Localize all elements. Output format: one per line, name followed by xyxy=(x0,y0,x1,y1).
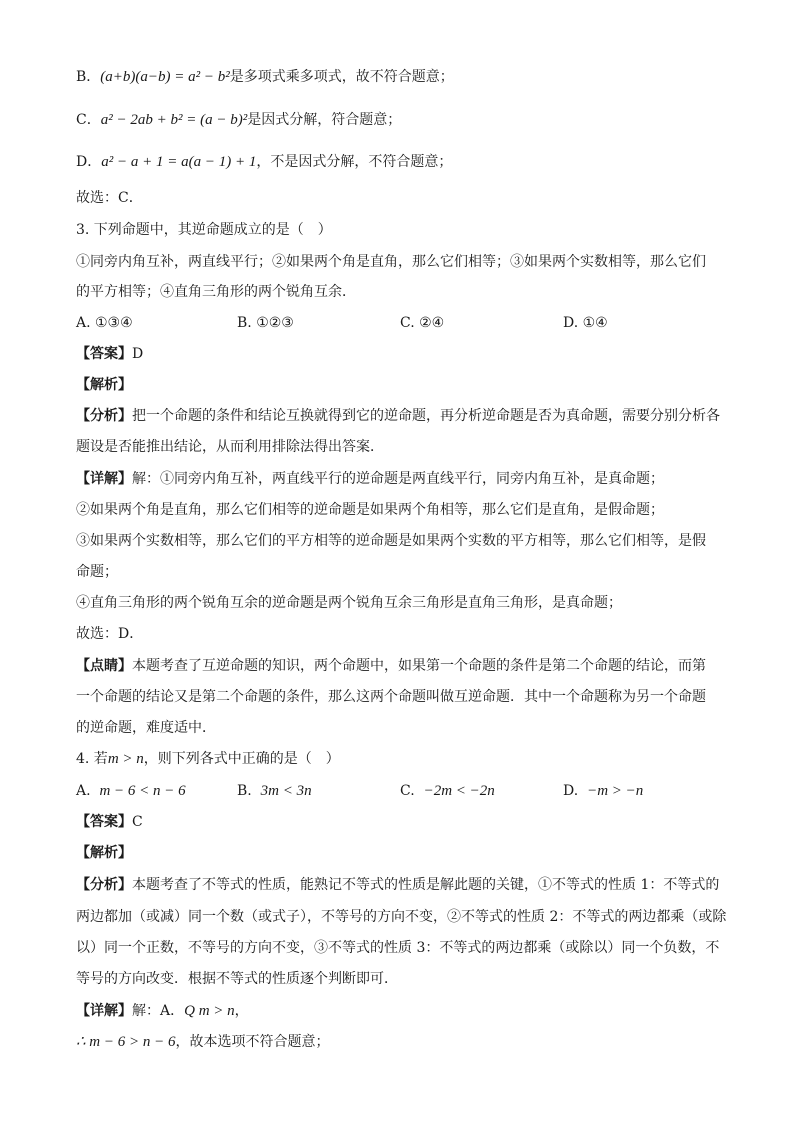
q3-detail-line-2: ②如果两个角是直角，那么它们相等的逆命题是如果两个角相等，那么它们是直角，是假命题； xyxy=(76,502,664,518)
q3-option-b: B. ①②③ xyxy=(237,315,294,331)
q3-choose: 故选：D． xyxy=(76,626,144,642)
q4-option-b: B. 3m < 3n xyxy=(237,783,312,799)
q4-stem: 4. 若m > n，则下列各式中正确的是（ ） xyxy=(76,751,340,767)
formula: m > n xyxy=(107,751,144,767)
answer-value: D xyxy=(132,346,144,362)
formula: ∴ m − 6 > n − 6 xyxy=(76,1034,176,1050)
q3-detail-line-5: ④直角三角形的两个锐角互余的逆命题是两个锐角互余三角形是直角三角形，是真命题； xyxy=(76,595,622,611)
formula: Q m > n xyxy=(184,1003,235,1019)
q4-analysis-tag: 【解析】 xyxy=(76,845,132,861)
option-d-explanation xyxy=(76,152,452,172)
label: B． xyxy=(76,69,101,85)
q3-dianjing-line-2: 一个命题的结论又是第二个命题的条件，那么这两个命题叫做互逆命题．其中一个命题称为另一个命题 xyxy=(76,689,706,705)
q3-dianjing-line-1: 【点睛】本题考查了互逆命题的知识，两个命题中，如果第一个命题的条件是第二个命题的结论，而第 xyxy=(76,658,706,674)
q4-option-a: A. m − 6 < n − 6 xyxy=(76,783,186,799)
detail-tag: 【详解】 xyxy=(76,471,132,487)
option-c-explanation xyxy=(76,110,401,130)
q3-answer xyxy=(76,344,143,364)
q4-fenxi-line-4: 等号的方向改变．根据不等式的性质逐个判断即可． xyxy=(76,971,398,987)
q4-detail-line-2: ∴ m − 6 > n − 6，故本选项不符合题意； xyxy=(76,1034,330,1050)
q3-fenxi-line-2: 题设是否能推出结论，从而利用排除法得出答案． xyxy=(76,439,384,455)
formula: a² − a + 1 = a(a − 1) + 1 xyxy=(101,154,257,170)
q4-fenxi-line-1: 【分析】本题考查了不等式的性质，能熟记不等式的性质是解此题的关键，①不等式的性质 1：不等式的 xyxy=(76,877,720,893)
q3-propositions-line-2: 的平方相等；④直角三角形的两个锐角互余． xyxy=(76,284,356,300)
q3-option-d: D. ①④ xyxy=(563,315,608,331)
q4-fenxi-line-2: 两边都加（或减）同一个数（或式子），不等号的方向不变，②不等式的性质 2：不等式的两边都乘（或除 xyxy=(76,909,727,925)
formula: a² − 2ab + b² = (a − b)² xyxy=(100,112,248,128)
answer-tag: 【答案】 xyxy=(76,346,132,362)
q3-option-a: A. ①③④ xyxy=(76,315,133,331)
option-b-explanation xyxy=(76,67,454,87)
choose-answer-c: 故选：C． xyxy=(76,190,143,206)
dianjing-tag: 【点睛】 xyxy=(76,658,132,674)
q3-detail-line-3: ③如果两个实数相等，那么它们的平方相等的逆命题是如果两个实数的平方相等，那么它们相等，是假 xyxy=(76,533,706,549)
q3-dianjing-line-3: 的逆命题，难度适中． xyxy=(76,720,216,736)
text: 是因式分解，符合题意； xyxy=(247,112,402,128)
q3-stem: 3. 下列命题中，其逆命题成立的是（ ） xyxy=(76,222,332,238)
q4-option-d: D. −m > −n xyxy=(563,783,644,799)
q3-detail-line-4: 命题； xyxy=(76,564,118,580)
text: 是多项式乘多项式，故不符合题意； xyxy=(229,69,454,85)
answer-value: C xyxy=(132,814,143,830)
formula: (a+b)(a−b) = a² − b² xyxy=(100,69,230,85)
q3-analysis-tag: 【解析】 xyxy=(76,377,132,393)
q3-propositions-line-1: ①同旁内角互补，两直线平行；②如果两个角是直角，那么它们相等；③如果两个实数相等，那么它们 xyxy=(76,254,706,270)
answer-tag: 【答案】 xyxy=(76,814,132,830)
fenxi-tag: 【分析】 xyxy=(76,877,132,893)
q3-detail-line-1: 【详解】解：①同旁内角互补，两直线平行的逆命题是两直线平行，同旁内角互补，是真命题； xyxy=(76,471,664,487)
q4-option-c: C. −2m < −2n xyxy=(400,783,495,799)
text: ，不是因式分解，不符合题意； xyxy=(256,154,453,170)
q4-detail-line-1: 【详解】解：A．Q m > n， xyxy=(76,1003,249,1019)
q4-fenxi-line-3: 以）同一个正数，不等号的方向不变，③不等式的性质 3：不等式的两边都乘（或除以）同一个负数，不 xyxy=(76,940,720,956)
fenxi-tag: 【分析】 xyxy=(76,408,132,424)
label: D． xyxy=(76,154,102,170)
label: C． xyxy=(76,112,101,128)
q3-option-c: C. ②④ xyxy=(400,315,445,331)
q3-fenxi-line-1: 【分析】把一个命题的条件和结论互换就得到它的逆命题，再分析逆命题是否为真命题，需要分别分析各 xyxy=(76,408,720,424)
q4-answer xyxy=(76,812,143,832)
detail-tag: 【详解】 xyxy=(76,1003,132,1019)
